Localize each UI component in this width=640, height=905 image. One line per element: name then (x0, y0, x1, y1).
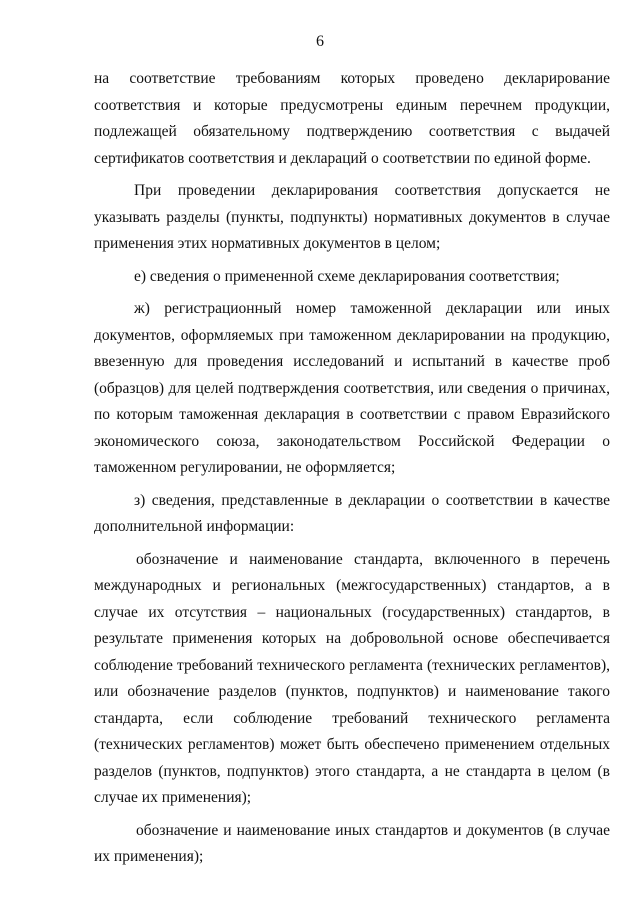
document-body (94, 66, 610, 877)
paragraph-continuation: на соответствие требованиям которых проведено декларирование соответствия и которые предусмотрены единым перечнем продукции, подлежащей обязательному подтверждению соответствия с выдачей сертификатов соответствия и деклараций о соответствии по единой форме. (94, 70, 610, 167)
page-number: 6 (316, 33, 324, 50)
paragraph-item-z: з) сведения, представленные в декларации о соответствии в качестве дополнительной информации: (94, 491, 610, 535)
paragraph-item-e: е) сведения о примененной схеме декларирования соответствия; (134, 267, 560, 285)
paragraph-standard-designation: обозначение и наименование стандарта, включенного в перечень международных и региональных (межгосударственных) стандартов, а в случае их отсутствия – национальных (государственных) стандартов, в результате применения которых на добровольной основе обеспечивается соблюдение требований технического регламента (технических регламентов), или обозначение разделов (пунктов, подпунктов) и наименование такого стандарта, если соблюдение требований технического регламента (технических регламентов) может быть обеспечено применением отдельных разделов (пунктов, подпунктов) этого стандарта, а не стандарта в целом (в случае их применения); (94, 550, 610, 806)
paragraph-declaration-note: При проведении декларирования соответствия допускается не указывать разделы (пункты, подпункты) нормативных документов в случае применения этих нормативных документов в целом; (94, 182, 610, 252)
paragraph-other-standards: обозначение и наименование иных стандартов и документов (в случае их применения); (94, 821, 610, 865)
paragraph-item-zh: ж) регистрационный номер таможенной декларации или иных документов, оформляемых при таможенном декларировании на продукцию, ввезенную для проведения исследований и испытаний в качестве проб (образцов) для целей подтверждения соответствия, или сведения о причинах, по которым таможенная декларация в соответствии с правом Евразийского экономического союза, законодательством Российской Федерации о таможенном регулировании, не оформляется; (94, 300, 610, 476)
